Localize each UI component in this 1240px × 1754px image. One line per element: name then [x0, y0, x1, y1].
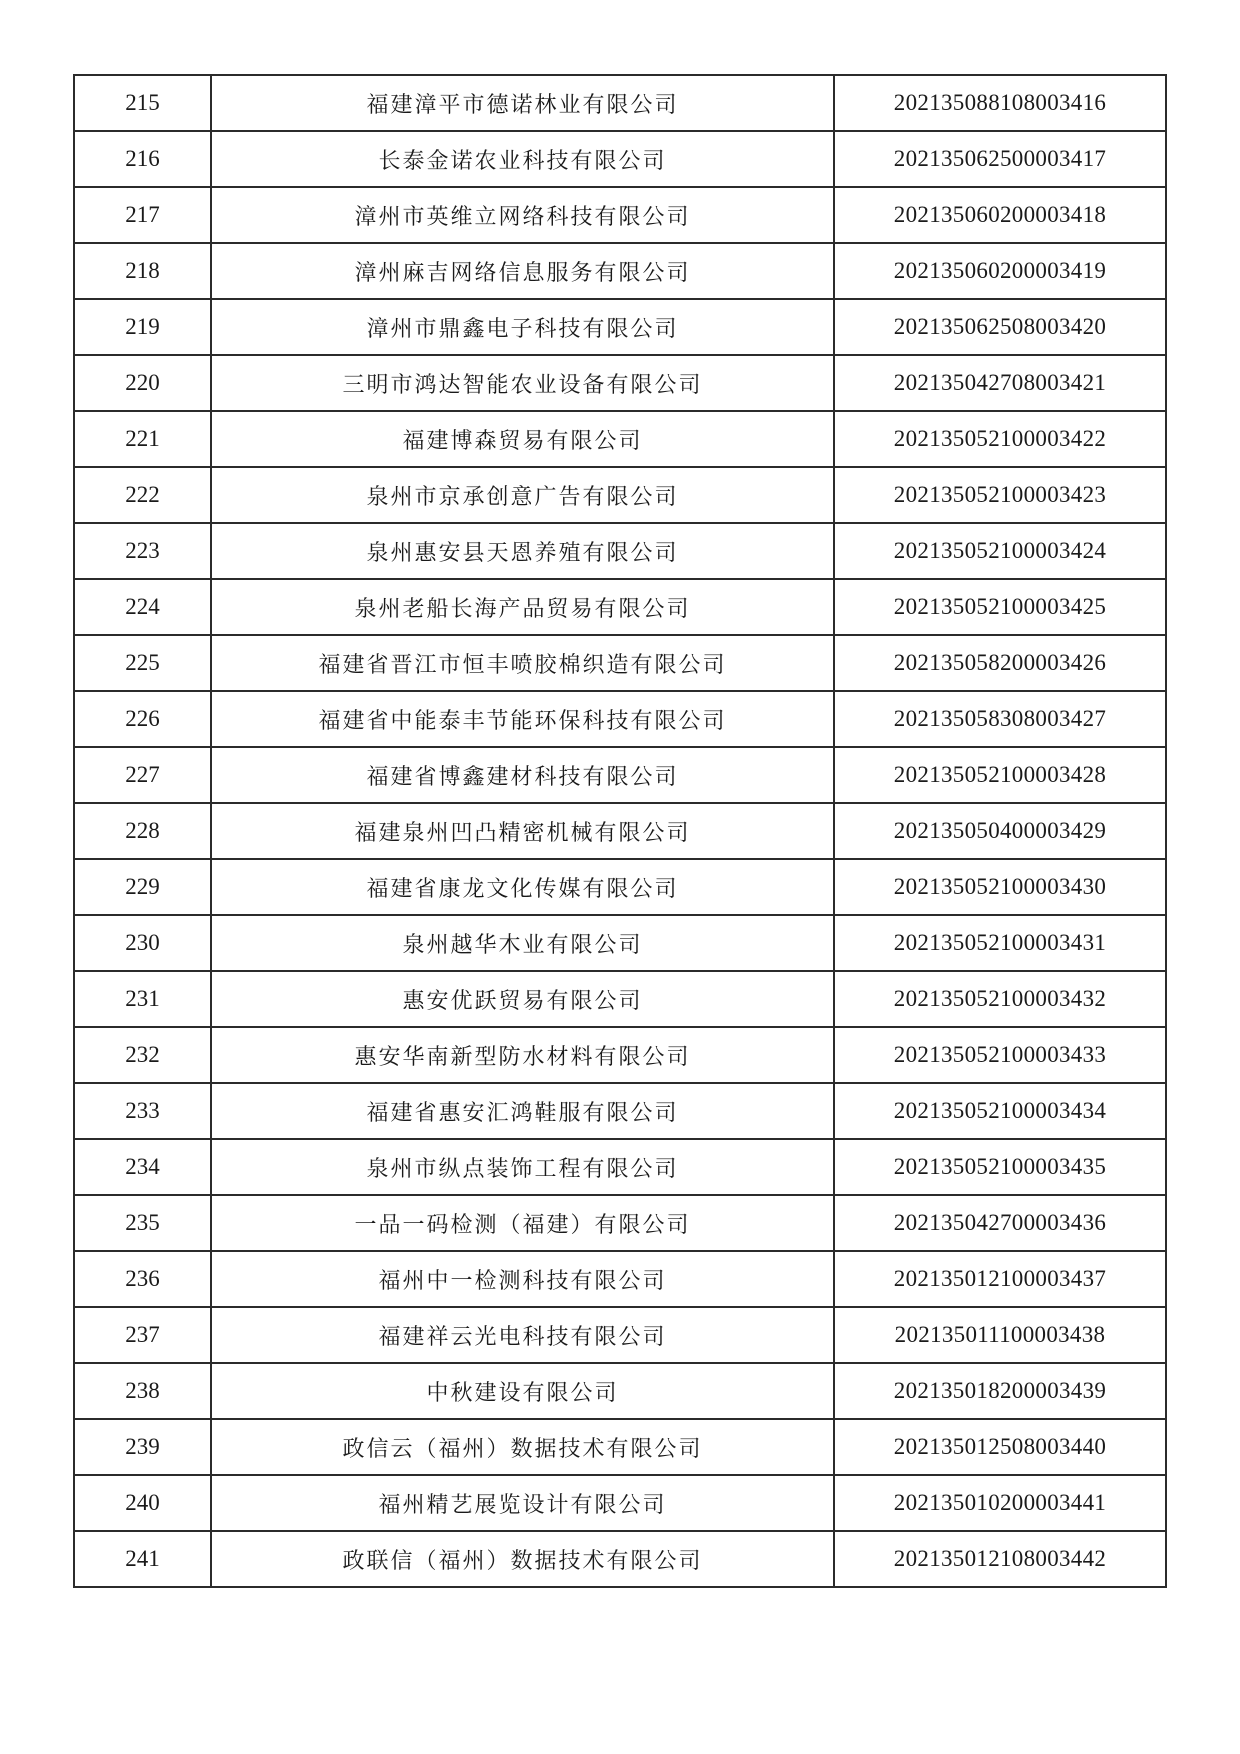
- company-name: 福建省晋江市恒丰喷胶棉织造有限公司: [211, 635, 834, 691]
- row-number: 230: [74, 915, 211, 971]
- company-name: 福建省博鑫建材科技有限公司: [211, 747, 834, 803]
- table-row: [74, 859, 1166, 915]
- registration-code: 202135011100003438: [834, 1307, 1166, 1363]
- row-number: 224: [74, 579, 211, 635]
- registration-code: 202135052100003432: [834, 971, 1166, 1027]
- table-row: [74, 1531, 1166, 1587]
- company-name: 政联信（福州）数据技术有限公司: [211, 1531, 834, 1587]
- registration-code: 202135012508003440: [834, 1419, 1166, 1475]
- row-number: 215: [74, 75, 211, 131]
- registration-code: 202135062500003417: [834, 131, 1166, 187]
- company-name: 一品一码检测（福建）有限公司: [211, 1195, 834, 1251]
- registration-code: 202135052100003422: [834, 411, 1166, 467]
- table-row: [74, 131, 1166, 187]
- table-row: [74, 1195, 1166, 1251]
- registration-code: 202135060200003419: [834, 243, 1166, 299]
- table-row: [74, 915, 1166, 971]
- row-number: 240: [74, 1475, 211, 1531]
- registration-code: 202135012108003442: [834, 1531, 1166, 1587]
- company-name: 福建漳平市德诺林业有限公司: [211, 75, 834, 131]
- registration-code: 202135052100003425: [834, 579, 1166, 635]
- row-number: 231: [74, 971, 211, 1027]
- row-number: 232: [74, 1027, 211, 1083]
- company-name: 福州中一检测科技有限公司: [211, 1251, 834, 1307]
- company-name: 泉州惠安县天恩养殖有限公司: [211, 523, 834, 579]
- row-number: 219: [74, 299, 211, 355]
- row-number: 218: [74, 243, 211, 299]
- row-number: 237: [74, 1307, 211, 1363]
- row-number: 234: [74, 1139, 211, 1195]
- table-row: [74, 1363, 1166, 1419]
- registration-code: 202135088108003416: [834, 75, 1166, 131]
- registration-code: 202135052100003431: [834, 915, 1166, 971]
- company-name: 福建祥云光电科技有限公司: [211, 1307, 834, 1363]
- row-number: 227: [74, 747, 211, 803]
- table-row: [74, 355, 1166, 411]
- table-row: [74, 747, 1166, 803]
- row-number: 226: [74, 691, 211, 747]
- registration-code: 202135010200003441: [834, 1475, 1166, 1531]
- company-name: 福建省惠安汇鸿鞋服有限公司: [211, 1083, 834, 1139]
- row-number: 229: [74, 859, 211, 915]
- registration-code: 202135052100003423: [834, 467, 1166, 523]
- registration-code: 202135042708003421: [834, 355, 1166, 411]
- company-name: 福建泉州凹凸精密机械有限公司: [211, 803, 834, 859]
- row-number: 228: [74, 803, 211, 859]
- table-row: [74, 635, 1166, 691]
- row-number: 241: [74, 1531, 211, 1587]
- row-number: 216: [74, 131, 211, 187]
- company-name: 长泰金诺农业科技有限公司: [211, 131, 834, 187]
- registration-code: 202135062508003420: [834, 299, 1166, 355]
- company-name: 福建省中能泰丰节能环保科技有限公司: [211, 691, 834, 747]
- table-row: [74, 579, 1166, 635]
- registration-code: 202135042700003436: [834, 1195, 1166, 1251]
- table-row: [74, 1419, 1166, 1475]
- company-name: 惠安华南新型防水材料有限公司: [211, 1027, 834, 1083]
- row-number: 239: [74, 1419, 211, 1475]
- table-row: [74, 1083, 1166, 1139]
- table-row: [74, 1251, 1166, 1307]
- company-name: 漳州麻吉网络信息服务有限公司: [211, 243, 834, 299]
- registration-code: 202135052100003434: [834, 1083, 1166, 1139]
- row-number: 238: [74, 1363, 211, 1419]
- table-body: [74, 75, 1166, 1587]
- registration-code: 202135052100003435: [834, 1139, 1166, 1195]
- table-row: [74, 75, 1166, 131]
- company-name: 政信云（福州）数据技术有限公司: [211, 1419, 834, 1475]
- registration-code: 202135060200003418: [834, 187, 1166, 243]
- row-number: 220: [74, 355, 211, 411]
- registration-code: 202135050400003429: [834, 803, 1166, 859]
- company-name: 漳州市英维立网络科技有限公司: [211, 187, 834, 243]
- table-row: [74, 1027, 1166, 1083]
- company-name: 泉州市京承创意广告有限公司: [211, 467, 834, 523]
- row-number: 223: [74, 523, 211, 579]
- registration-code: 202135012100003437: [834, 1251, 1166, 1307]
- row-number: 217: [74, 187, 211, 243]
- table-row: [74, 691, 1166, 747]
- table-row: [74, 187, 1166, 243]
- table-row: [74, 467, 1166, 523]
- company-name: 漳州市鼎鑫电子科技有限公司: [211, 299, 834, 355]
- company-name: 泉州老船长海产品贸易有限公司: [211, 579, 834, 635]
- company-name: 中秋建设有限公司: [211, 1363, 834, 1419]
- table-row: [74, 1475, 1166, 1531]
- company-name: 三明市鸿达智能农业设备有限公司: [211, 355, 834, 411]
- row-number: 221: [74, 411, 211, 467]
- registration-code: 202135052100003430: [834, 859, 1166, 915]
- row-number: 236: [74, 1251, 211, 1307]
- registration-code: 202135058200003426: [834, 635, 1166, 691]
- table-row: [74, 971, 1166, 1027]
- table-row: [74, 243, 1166, 299]
- table-row: [74, 1139, 1166, 1195]
- company-name: 惠安优跃贸易有限公司: [211, 971, 834, 1027]
- table-row: [74, 803, 1166, 859]
- table-row: [74, 411, 1166, 467]
- company-name: 泉州市纵点装饰工程有限公司: [211, 1139, 834, 1195]
- row-number: 222: [74, 467, 211, 523]
- table-row: [74, 523, 1166, 579]
- row-number: 233: [74, 1083, 211, 1139]
- company-registry-table: [73, 74, 1167, 1588]
- row-number: 235: [74, 1195, 211, 1251]
- registration-code: 202135018200003439: [834, 1363, 1166, 1419]
- company-name: 福建博森贸易有限公司: [211, 411, 834, 467]
- registration-code: 202135052100003433: [834, 1027, 1166, 1083]
- company-name: 福州精艺展览设计有限公司: [211, 1475, 834, 1531]
- table-row: [74, 299, 1166, 355]
- company-name: 泉州越华木业有限公司: [211, 915, 834, 971]
- table-row: [74, 1307, 1166, 1363]
- registration-code: 202135052100003424: [834, 523, 1166, 579]
- registration-code: 202135052100003428: [834, 747, 1166, 803]
- company-name: 福建省康龙文化传媒有限公司: [211, 859, 834, 915]
- registration-code: 202135058308003427: [834, 691, 1166, 747]
- row-number: 225: [74, 635, 211, 691]
